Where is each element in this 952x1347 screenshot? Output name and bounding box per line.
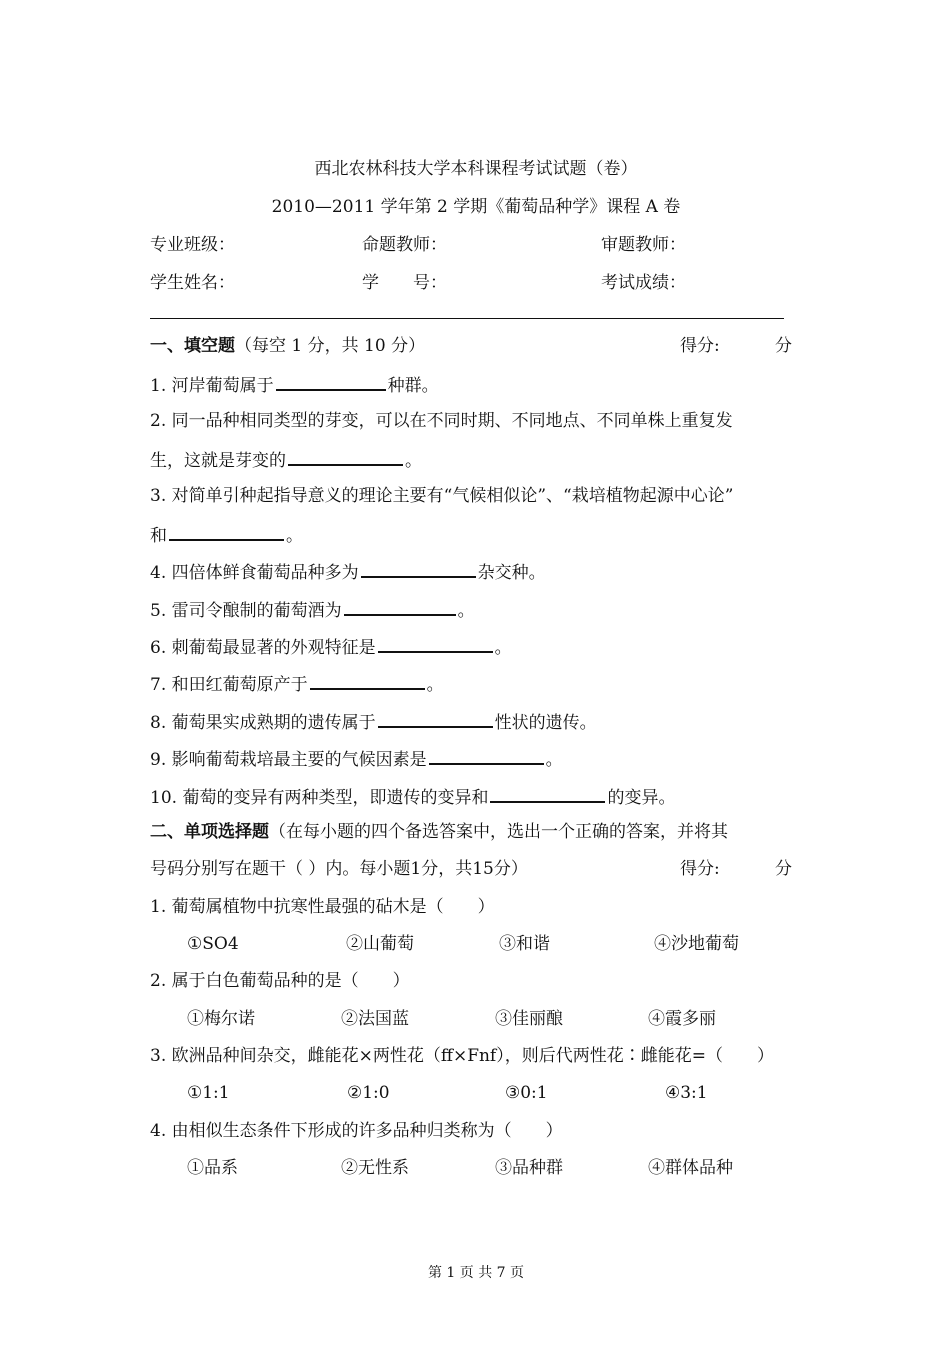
question-text: 2. 同一品种相同类型的芽变，可以在不同时期、不同地点、不同单株上重复发 <box>150 411 733 431</box>
question-2-line2 <box>150 446 422 473</box>
answer-blank[interactable] <box>378 633 493 653</box>
question-text: 生，这就是芽变的 <box>150 451 286 471</box>
score-unit: 分 <box>775 336 792 356</box>
field-score: 考试成绩： <box>601 273 686 293</box>
answer-blank[interactable] <box>276 371 386 391</box>
mc-option[interactable]: ③0:1 <box>505 1083 548 1103</box>
section2-heading: 二、单项选择题 <box>150 822 269 842</box>
answer-blank[interactable] <box>169 521 284 541</box>
exam-title: 西北农林科技大学本科课程考试试题（卷） <box>314 159 638 179</box>
question-8 <box>150 708 597 735</box>
mc-option[interactable]: ④霞多丽 <box>648 1009 716 1029</box>
header-divider <box>150 318 784 319</box>
score-label: 得分: <box>680 336 720 356</box>
field-student-id: 学 号： <box>362 273 447 293</box>
mc-option[interactable]: ②山葡萄 <box>346 934 414 954</box>
page-number: 第 1 页 共 7 页 <box>427 1265 525 1281</box>
section2-note: （在每小题的四个备选答案中，选出一个正确的答案，并将其 <box>269 822 728 842</box>
answer-blank[interactable] <box>344 596 456 616</box>
answer-blank[interactable] <box>429 745 544 765</box>
question-text: 杂交种。 <box>477 563 546 583</box>
mc-option[interactable]: ①品系 <box>187 1158 238 1178</box>
question-text: 10. 葡萄的变异有两种类型，即遗传的变异和 <box>150 788 489 808</box>
answer-blank[interactable] <box>288 446 403 466</box>
question-6 <box>150 633 512 660</box>
field-student-name: 学生姓名： <box>150 273 235 293</box>
field-major-class: 专业班级： <box>150 235 235 255</box>
mc-question-3-stem: 3. 欧洲品种间杂交，雌能花×两性花（ff×Fnf），则后代两性花∶雌能花=（ ） <box>150 1046 774 1066</box>
question-3-line1 <box>150 484 733 508</box>
question-text: 。 <box>405 451 422 471</box>
question-text: 种群。 <box>387 376 439 396</box>
field-setter: 命题教师： <box>362 235 447 255</box>
question-text: 。 <box>426 675 444 695</box>
question-9 <box>150 745 563 772</box>
answer-blank[interactable] <box>310 670 425 690</box>
section1-heading: 一、填空题 <box>150 336 235 356</box>
score-label: 得分: <box>680 859 720 879</box>
mc-option[interactable]: ③和谐 <box>499 934 550 954</box>
question-text: 4. 四倍体鲜食葡萄品种多为 <box>150 563 359 583</box>
answer-blank[interactable] <box>361 558 476 578</box>
question-text: 。 <box>286 526 303 546</box>
question-text: 。 <box>457 601 475 621</box>
mc-option[interactable]: ④沙地葡萄 <box>654 934 739 954</box>
question-text: 5. 雷司令酿制的葡萄酒为 <box>150 601 342 621</box>
mc-option[interactable]: ②法国蓝 <box>341 1009 409 1029</box>
question-text: 。 <box>494 638 512 658</box>
mc-option[interactable]: ③品种群 <box>495 1158 563 1178</box>
mc-question-2-stem: 2. 属于白色葡萄品种的是（ ） <box>150 971 410 991</box>
section1-score <box>680 334 792 358</box>
section2-note-line2 <box>150 857 528 881</box>
mc-question-4-stem: 4. 由相似生态条件下形成的许多品种归类称为（ ） <box>150 1121 563 1141</box>
question-text: 6. 刺葡萄最显著的外观特征是 <box>150 638 376 658</box>
question-5 <box>150 596 475 623</box>
section2-note: 号码分别写在题干（ ）内。每小题1分，共15分） <box>150 859 528 879</box>
question-text: 的变异。 <box>607 788 676 808</box>
answer-blank[interactable] <box>378 708 493 728</box>
mc-question-1-stem: 1. 葡萄属植物中抗寒性最强的砧木是（ ） <box>150 897 495 917</box>
question-text: 9. 影响葡萄栽培最主要的气候因素是 <box>150 750 427 770</box>
question-4 <box>150 558 546 585</box>
question-10 <box>150 783 675 810</box>
question-7 <box>150 670 444 697</box>
exam-subtitle: 2010—2011 学年第 2 学期《葡萄品种学》课程 A 卷 <box>271 197 681 217</box>
question-text: 。 <box>545 750 563 770</box>
mc-option[interactable]: ②1:0 <box>347 1083 390 1103</box>
section1-note: （每空 1 分，共 10 分） <box>235 336 426 356</box>
answer-blank[interactable] <box>490 783 605 803</box>
mc-option[interactable]: ④群体品种 <box>648 1158 733 1178</box>
section1-heading-line <box>150 334 425 358</box>
question-2-line1 <box>150 409 733 433</box>
question-text: 1. 河岸葡萄属于 <box>150 376 274 396</box>
mc-option[interactable]: ①梅尔诺 <box>187 1009 255 1029</box>
question-text: 8. 葡萄果实成熟期的遗传属于 <box>150 713 376 733</box>
field-reviewer: 审题教师： <box>601 235 686 255</box>
question-3-line2 <box>150 521 303 548</box>
question-text: 7. 和田红葡萄原产于 <box>150 675 308 695</box>
mc-option[interactable]: ④3:1 <box>665 1083 708 1103</box>
question-text: 3. 对简单引种起指导意义的理论主要有“气候相似论”、“栽培植物起源中心论” <box>150 486 734 506</box>
mc-option[interactable]: ①1:1 <box>187 1083 230 1103</box>
section2-heading-line <box>150 820 728 844</box>
mc-option[interactable]: ①SO4 <box>187 934 239 954</box>
mc-option[interactable]: ②无性系 <box>341 1158 409 1178</box>
section2-score <box>680 857 792 881</box>
mc-option[interactable]: ③佳丽酿 <box>495 1009 563 1029</box>
question-text: 性状的遗传。 <box>494 713 597 733</box>
score-unit: 分 <box>775 859 792 879</box>
question-1 <box>150 371 439 398</box>
question-text: 和 <box>150 526 167 546</box>
